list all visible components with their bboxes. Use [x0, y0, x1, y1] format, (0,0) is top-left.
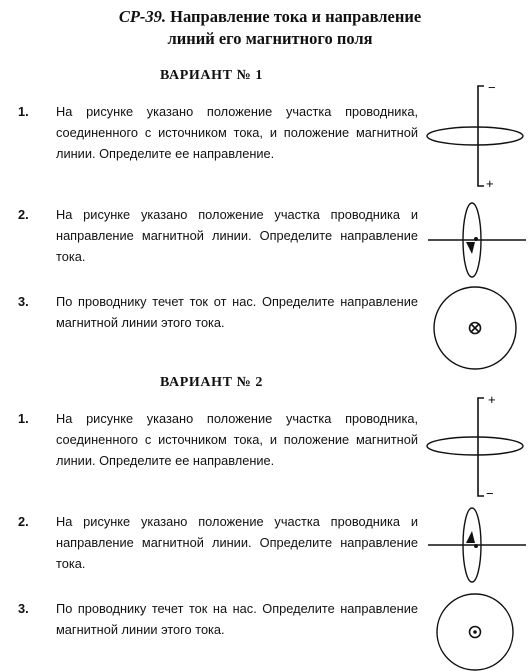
task-number: 2.: [18, 514, 29, 529]
title-line2: линий его магнитного поля: [167, 29, 373, 48]
task-text: На рисунке указано положение участка проводника, соединенного с источником тока, и положение магнитной линии. Определите ее направление.: [56, 411, 418, 468]
task-number: 2.: [18, 207, 29, 222]
v1-fig2-conductor-field-line: [420, 195, 530, 285]
v2-fig2-conductor-field-line: [420, 500, 530, 590]
title-line1: Направление тока и направление: [170, 7, 422, 26]
task-text: По проводнику течет ток на нас. Определите направление магнитной линии этого тока.: [56, 601, 418, 637]
v1-fig1-bottom-sign: +: [486, 176, 494, 191]
task-text: На рисунке указано положение участка проводника и направление магнитной линии. Определите направление тока.: [56, 207, 418, 264]
title-number: СР-39.: [118, 7, 167, 26]
task-number: 3.: [18, 601, 29, 616]
task-text: На рисунке указано положение участка проводника, соединенного с источником тока, и положение магнитной линии. Определите ее направление.: [56, 104, 418, 161]
v2-fig3-current-toward: [420, 589, 530, 671]
v1-task-1: [18, 101, 418, 164]
v1-fig2-arrow-icon: [466, 242, 475, 254]
v2-fig1-conductor-loop: [420, 390, 530, 505]
v2-task-1: [18, 408, 418, 471]
v2-task-2: [18, 511, 418, 574]
v1-fig1-conductor-loop: [420, 80, 530, 195]
v2-fig1-bottom-sign: −: [486, 486, 494, 501]
v1-fig1-top-sign: −: [488, 80, 496, 95]
v1-task-2: [18, 204, 418, 267]
task-number: 1.: [18, 411, 29, 426]
task-text: На рисунке указано положение участка проводника и направление магнитной линии. Определите направление тока.: [56, 514, 418, 571]
v2-task-3: [18, 598, 418, 640]
v1-task-3: [18, 291, 418, 333]
v2-fig1-top-sign: +: [488, 392, 496, 407]
v2-fig2-arrow-icon: [466, 531, 475, 543]
variant-2-heading: ВАРИАНТ № 2: [160, 375, 264, 390]
task-number: 3.: [18, 294, 29, 309]
page-title: [80, 6, 460, 50]
task-text: По проводнику течет ток от нас. Определите направление магнитной линии этого тока.: [56, 294, 418, 330]
v1-fig3-current-away: [420, 285, 530, 375]
variant-1-heading: ВАРИАНТ № 1: [160, 68, 264, 83]
task-number: 1.: [18, 104, 29, 119]
